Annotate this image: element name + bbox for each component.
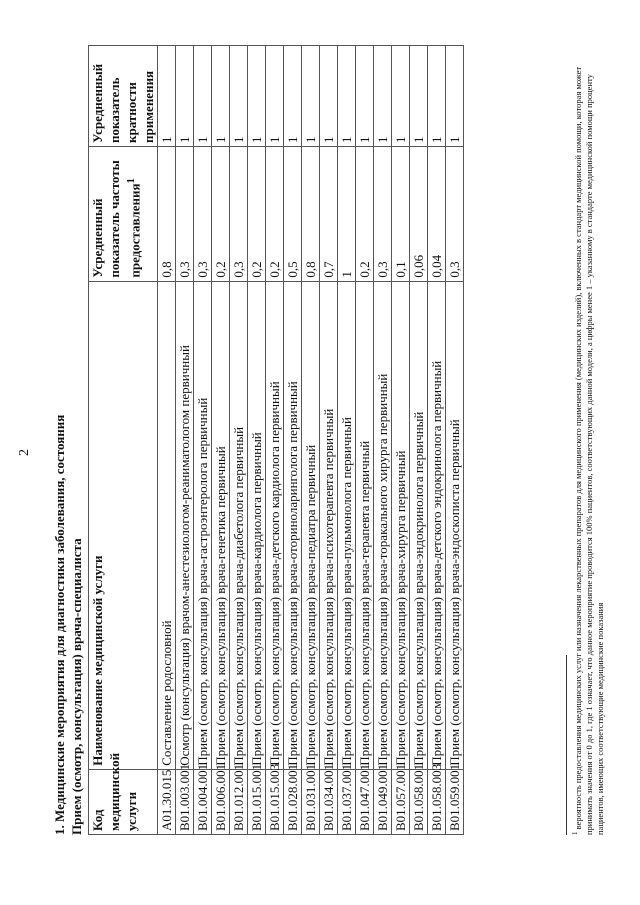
- cell-frequency: 0,2: [248, 147, 266, 282]
- cell-frequency: 0,3: [194, 147, 212, 282]
- cell-frequency: 0,8: [158, 147, 176, 282]
- cell-name: Прием (осмотр, консультация) врача-генетика первичный: [212, 281, 230, 769]
- table-row: [320, 46, 338, 835]
- cell-frequency: 0,5: [284, 147, 302, 282]
- table-row: [428, 46, 446, 835]
- services-table: [88, 45, 464, 835]
- cell-frequency: 1: [338, 147, 356, 282]
- cell-multiplicity: 1: [158, 46, 176, 147]
- table-row: [356, 46, 374, 835]
- cell-multiplicity: 1: [176, 46, 194, 147]
- cell-name: Прием (осмотр, консультация) врача-кардиолога первичный: [248, 281, 266, 769]
- cell-code: B01.015.001: [248, 769, 266, 834]
- cell-code: B01.015.003: [266, 769, 284, 834]
- cell-code: B01.047.001: [356, 769, 374, 834]
- cell-code: B01.031.001: [302, 769, 320, 834]
- cell-name: Прием (осмотр, консультация) врача-детского эндокринолога первичный: [428, 281, 446, 769]
- header-frequency-label: Усредненный показатель частоты предоставления: [90, 160, 143, 278]
- footnote-separator: [566, 655, 567, 835]
- cell-multiplicity: 1: [446, 46, 464, 147]
- cell-code: B01.003.001: [176, 769, 194, 834]
- cell-multiplicity: 1: [266, 46, 284, 147]
- table-row: [248, 46, 266, 835]
- cell-code: B01.006.001: [212, 769, 230, 834]
- cell-multiplicity: 1: [356, 46, 374, 147]
- cell-multiplicity: 1: [374, 46, 392, 147]
- cell-frequency: 0,2: [356, 147, 374, 282]
- section-heading: 1. Медицинские мероприятия для диагностики заболевания, состояния: [52, 414, 67, 835]
- cell-frequency: 0,3: [374, 147, 392, 282]
- cell-code: B01.058.001: [410, 769, 428, 834]
- cell-name: Прием (осмотр, консультация) врача-торакального хирурга первичный: [374, 281, 392, 769]
- cell-frequency: 0,3: [230, 147, 248, 282]
- cell-frequency: 0,2: [212, 147, 230, 282]
- cell-code: A01.30.015: [158, 769, 176, 834]
- table-row: [158, 46, 176, 835]
- cell-name: Прием (осмотр, консультация) врача-диабетолога первичный: [230, 281, 248, 769]
- footnote-number: 1: [571, 831, 579, 835]
- cell-frequency: 0,1: [392, 147, 410, 282]
- cell-name: Прием (осмотр, консультация) врача-гастроэнтеролога первичный: [194, 281, 212, 769]
- cell-code: B01.028.001: [284, 769, 302, 834]
- cell-frequency: 0,3: [176, 147, 194, 282]
- page-number: 2: [17, 449, 32, 456]
- table-row: [176, 46, 194, 835]
- header-multiplicity: Усредненный показатель кратности применения: [89, 46, 158, 147]
- cell-frequency: 0,8: [302, 147, 320, 282]
- cell-name: Прием (осмотр, консультация) врача-пульмонолога первичный: [338, 281, 356, 769]
- cell-multiplicity: 1: [392, 46, 410, 147]
- table-row: [284, 46, 302, 835]
- cell-name: Прием (осмотр, консультация) врача-оториноларинголога первичный: [284, 281, 302, 769]
- table-row: [266, 46, 284, 835]
- cell-multiplicity: 1: [194, 46, 212, 147]
- table-header-row: [89, 46, 158, 835]
- table-row: [392, 46, 410, 835]
- cell-name: Прием (осмотр, консультация) врача-эндоскописта первичный: [446, 281, 464, 769]
- table-row: [302, 46, 320, 835]
- cell-code: B01.049.001: [374, 769, 392, 834]
- cell-frequency: 0,06: [410, 147, 428, 282]
- cell-multiplicity: 1: [428, 46, 446, 147]
- table-row: [194, 46, 212, 835]
- cell-frequency: 0,7: [320, 147, 338, 282]
- cell-code: B01.004.001: [194, 769, 212, 834]
- cell-name: Прием (осмотр, консультация) врача-детского кардиолога первичный: [266, 281, 284, 769]
- table-row: [410, 46, 428, 835]
- cell-name: Прием (осмотр, консультация) врача-хирурга первичный: [392, 281, 410, 769]
- cell-multiplicity: 1: [302, 46, 320, 147]
- cell-multiplicity: 1: [248, 46, 266, 147]
- header-code: Код медицинской услуги: [89, 769, 158, 834]
- cell-frequency: 0,2: [266, 147, 284, 282]
- table-row: [374, 46, 392, 835]
- footnote-text: вероятность предоставления медицинских услуг или назначения лекарственных препаратов для медицинского применения (медицинских изделий), включенных в стандарт медицинской помощи, которая может принимать значения от 0 до 1, где 1 означает, что данное мероприятие проводится 100% пациентов, соответствующих данной модели, а цифры менее 1 – указанному в стандарте медицинской помощи проценту пациентов, имеющих соответствующие медицинские показания: [572, 66, 605, 835]
- cell-code: B01.012.001: [230, 769, 248, 834]
- header-frequency: [89, 147, 158, 282]
- cell-name: Составление родословной: [158, 281, 176, 769]
- footnote-mark: 1: [125, 178, 137, 184]
- footnote: [570, 45, 606, 835]
- subsection-heading: Прием (осмотр, консультация) врача-специалиста: [69, 538, 84, 835]
- cell-multiplicity: 1: [284, 46, 302, 147]
- cell-multiplicity: 1: [410, 46, 428, 147]
- cell-multiplicity: 1: [230, 46, 248, 147]
- cell-code: B01.057.001: [392, 769, 410, 834]
- cell-code: B01.058.003: [428, 769, 446, 834]
- cell-code: B01.037.001: [338, 769, 356, 834]
- cell-name: Осмотр (консультация) врачом-анестезиологом-реаниматологом первичный: [176, 281, 194, 769]
- cell-code: B01.059.001: [446, 769, 464, 834]
- table-row: [212, 46, 230, 835]
- table-row: [230, 46, 248, 835]
- table-row: [446, 46, 464, 835]
- cell-multiplicity: 1: [320, 46, 338, 147]
- cell-frequency: 0,04: [428, 147, 446, 282]
- header-name: Наименование медицинской услуги: [89, 281, 158, 769]
- cell-multiplicity: 1: [338, 46, 356, 147]
- cell-name: Прием (осмотр, консультация) врача-психотерапевта первичный: [320, 281, 338, 769]
- cell-name: Прием (осмотр, консультация) врача-терапевта первичный: [356, 281, 374, 769]
- table-row: [338, 46, 356, 835]
- cell-name: Прием (осмотр, консультация) врача-эндокринолога первичный: [410, 281, 428, 769]
- cell-multiplicity: 1: [212, 46, 230, 147]
- cell-code: B01.034.001: [320, 769, 338, 834]
- cell-frequency: 0,3: [446, 147, 464, 282]
- cell-name: Прием (осмотр, консультация) врача-педиатра первичный: [302, 281, 320, 769]
